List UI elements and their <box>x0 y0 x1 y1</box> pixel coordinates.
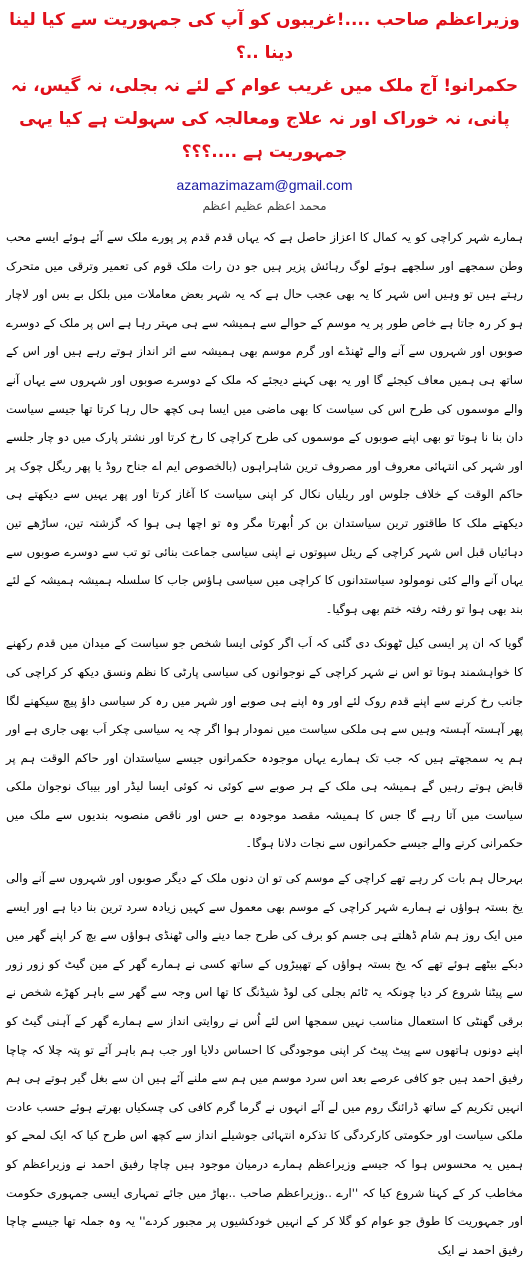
paragraph-1: ہمارے شہر کراچی کو یہ کمال کا اعزاز حاصل ہے کہ یہاں قدم قدم پر پورے ملک سے آئے ہوئے ایسے محب وطن سمجھے اور سلجھے ہوئے لوگ رہائش پزیر ہیں جو دن رات ملک قوم کی تعمیر وترقی میں متحرک رہتے ہیں تو وہیں اس شہر کا یہ بھی عجب حال ہے کہ یہ شہر بعض معاملات میں بلکل بے بس اور لاچار ہو کر رہ جاتا ہے خاص طور پر یہ موسم کے حوالے سے ہمیشہ سے ہی مہتر رہا ہے اس پر ملک کے دوسرے صوبوں اور شہروں سے آنے والے ٹھنڈے اور گرم موسم بھی ہمیشہ سے اثر انداز ہوتے رہے ہیں اور اس کے ساتھ ہی ہمیں معاف کیجئے گا اور یہ بھی کہنے دیجئے کہ ملک کے دوسرے صوبوں اور شہروں سے یہاں آنے والے موسموں کی طرح اس کی سیاست کا بھی ماضی میں ایسا ہی کچھ حال رہا کرتا تھا جیسے سیاست دان بنا نا ہوتا تو بھی اپنے صوبوں کے موسموں کی طرح کراچی کا رخ کرتا اور نشتر پارک میں دو چار جلسے اور شہر کی انتہائی معروف اور مصروف ترین شاہراہوں (بالخصوص ایم اے جناح روڈ یا پھر ریگل چوک پر حاکم الوقت کے خلاف جلوس اور ریلیاں نکال کر اپنی سیاست کا آغاز کرتا اور پھر یہیں سے دیکھتے ہی دیکھتے ملک کا طاقتور ترین سیاستدان بن کر اُبھرتا مگر وہ تو اچھا ہی ہوا کہ گزشتہ تین، ساڑھے تین دہائیاں قبل اس شہر کراچی کے ریئل سپوتوں نے اپنی سیاسی جماعت بنائی تو تب سے دوسرے صوبوں سے یہاں آنے والے کئی نومولود سیاستدانوں کا کراچی میں سیاسی ہاؤس جاب کا سلسلہ ہمیشہ ہمیشہ کے لئے بند بھی ہوا تو رفتہ رفتہ ختم بھی ہوگیا۔ <box>6 230 523 616</box>
article-body <box>6 223 523 1264</box>
article-headline <box>6 4 523 169</box>
author-byline: محمد اعظم عظیم اعظم <box>202 199 327 213</box>
author-email: azamazimazam@gmail.com <box>176 177 353 193</box>
paragraph-2: گویا کہ ان پر ایسی کیل ٹھونک دی گئی کہ اَب اگر کوئی ایسا شخص جو سیاست کے میدان میں قدم رکھنے کا خواہشمند ہوتا تو اس نے شہر کراچی کے نوجوانوں کی سیاسی پارٹی کا نظم ونسق دیکھ کر کراچی کی جانب رخ کرنے سے اپنے قدم روک لئے اور وہ اپنے ہی صوبے اور شہر میں رہ کر سیاسی داؤ پیچ سیکھنے لگا پھر آہستہ آہستہ وہیں سے ہی ملکی سیاست میں نمودار ہوا اگر چہ یہ سیاسی چکر اَب بھی جاری ہے اور ہم یہ سمجھتے ہیں کہ جب تک ہمارے یہاں موجودہ حکمرانوں جیسے سیاستدان اور حاکم الوقت ہم پر قابض ہوتے رہیں گے ہمیشہ ہی ملک کے ہر صوبے سے کوئی نہ کوئی ایسا لیڈر اور بیباک نوجوان ملکی سیاست میں آتا رہے گا جس کا ہمیشہ مقصد موجودہ بے حس اور ناقص منصوبہ بندیوں سے ملک میں حکمرانی کرنے والے جیسے حکمرانوں سے نجات دلانا ہوگا۔ <box>5 636 523 851</box>
paragraph-3: بہرحال ہم بات کر رہے تھے کراچی کے موسم کی تو ان دنوں ملک کے دیگر صوبوں اور شہروں سے آنے والی یخ بستہ ہواؤں نے ہمارے شہر کراچی کے موسم بھی معمول سے کہیں زیادہ سرد ترین بنا دیا ہے اور ایسے میں ایک روز ہم شام ڈھلتے ہی جسم کو برف کی طرح جما دینے والی ٹھنڈی ہواؤں سے بچ کر اپنے گھر میں دبکے بیٹھے ہوئے تھے کہ یخ بستہ ہواؤں کے تھپیڑوں کے ساتھ کسی نے ہمارے گھر کے مین گیٹ کو زور زور سے پیٹنا شروع کر دیا چونکہ یہ ٹائم بجلی کی لوڈ شیڈنگ کا تھا اس وجہ سے گھر سے باہر کھڑے شخص نے برقی گھنٹی کا استعمال مناسب نہیں سمجھا اس لئے اُس نے روایتی انداز سے ہمارے گھر کے آہنی گیٹ کو اپنے دونوں ہاتھوں سے پیٹ پیٹ کر اپنی موجودگی کا احساس دلایا اور جب ہم باہر آئے تو پتہ چلا کہ چاچا رفیق احمد ہیں جو کافی عرصے بعد اس سرد موسم میں ہم سے ملنے آئے ہیں ان سے بغل گیر ہوتے ہی ہم انہیں تکریم کے ساتھ ڈرائنگ روم میں لے آئے انہوں نے گرما گرم کافی کی چسکیاں بھرتے ہوئے حسب عادت ملکی سیاست اور حکومتی کارکردگی کا تذکرہ انتہائی جوشیلے انداز سے کچھ اس طرح کیا کہ ایک لمحے کو ہمیں یہ محسوس ہوا کہ جیسے وزیراعظم ہمارے درمیان موجود ہیں چاچا رفیق احمد نے وزیراعظم کو مخاطب کر کے کہنا شروع کیا کہ ''ارے ..وزیراعظم صاحب ..بھاڑ میں جائے تمہاری ایسی جمہوری حکومت اور جمہوریت کا طوق جو عوام کو گلا کر کے انہیں خودکشیوں پر مجبور کردے'' یہ وہ جملہ تھا جیسے چاچا رفیق احمد نے ایک <box>6 871 523 1257</box>
headline-line-2: حکمرانو! آج ملک میں غریب عوام کے لئے نہ بجلی، نہ گیس، نہ پانی، نہ خوراک اور نہ علاج ومعالجہ کی سہولت ہے کیا یہی جمہوریت ہے ....؟؟؟ <box>10 76 519 162</box>
headline-line-1: وزیراعظم صاحب ....!غریبوں کو آپ کی جمہوریت سے کیا لینا دینا ..؟ <box>9 10 520 63</box>
